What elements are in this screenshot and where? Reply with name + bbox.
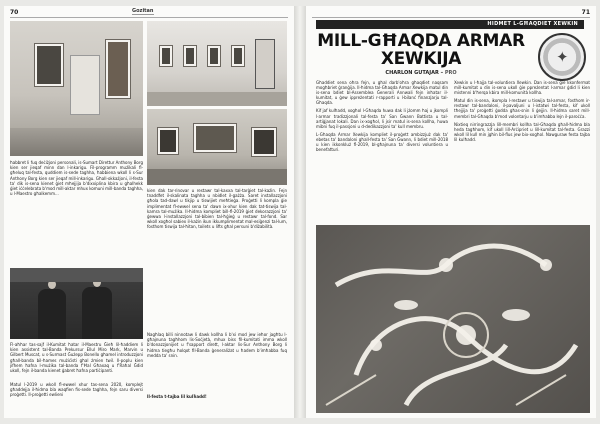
photo-corridor-paintings [10, 21, 143, 156]
photo-decorative-artwork [316, 225, 590, 413]
sign-off: Il-festa t-tajba lil kulħadd! [147, 394, 207, 399]
page-number: 71 [581, 9, 590, 16]
paragraph: Kif jaf kulħadd, xogħol l-Għaqda huwa dak li jżomm ħaj u jkompli l-armar tradizzjonali tal-festa ta' San Ġwann Battista u tal-artiġjanat lokali. Dan ix-xogħol, li jsir matul is-sena kollha, huwa mibni fuq il-passjoni u d-dedikazzjoni ta' kull membru. [316, 108, 448, 129]
paragraph: Nixtieq nirringrazzja lill-membri kollha tal-Għaqda għall-ħidma bla heda tagħhom, kif ukoll lill-Arċipriet u lill-kumitat tal-festa. Grazzi wkoll lil kull min jgħin bil-flus jew bix-xogħol. Nawguraw festa tajba lil kulħadd. [454, 121, 590, 142]
photo-two-men [10, 268, 143, 339]
association-emblem-icon [538, 33, 586, 81]
left-page [4, 6, 294, 418]
paragraph: L-Għaqda Armar Xewkija kompliet il-proġett ambizzjuż dak ta' ebetas ta' bandaloni għall-festa ta' San Ġwann, li bdiet mill-2018 u kien ikkonkluż fl-2019, bl-għajnuna ta' diversi voluntiera u benefatturi. [316, 131, 448, 153]
right-page [306, 6, 596, 418]
header-rule [10, 17, 288, 18]
page-gutter [294, 6, 306, 418]
article-text-bottom: Matul l-2019 u wkoll fl-ewwel xhur tas-sena 2020, komplejt għaddejja il-ħidma bla waqfien fis-sede taghha, fejn saru diversi proġetti. Il-proġetti ewlieni [10, 382, 143, 398]
article-col2 [454, 80, 590, 222]
paragraph: Matul din is-sena, ikompla l-restawr u tiswija tal-armar, fosthom ir-restawr tal-bandaloni, il-pavaljuni u l-istatwi tal-festa, kif ukoll tħejjija ta' proġetti ġodda għas-snin li ġejjin. Il-ħidma saret mill-membri tal-Għaqda b'mod volontarju u b'imħabba lejn il-paroċċa. [454, 98, 590, 119]
photo-caption: Fl-aħħar tas-sajf il-Kumitat ħatar il-Maestru Ġieħ lil-ħaddiem li kien assistent tal-Banda Prekursur Ellul Miro Mark, Marvin u Gilbert Muscat, u s-Surmast Ġużepp Bonello għamel introduzzjoni għall-banda bil-ħames mużiċisti għal żmien twil. Il-poplu kien jifhem ħafna l-mużika tal-banda f'Ħal Għaxaq u f'Raħal Ġdid ukoll, fejn il-banda kienet ġabret ħafna partiċipanti. [10, 342, 143, 374]
paragraph: Għaddiet sena oħra fejn, u għal darb'oħra għaqdiet naqsam mogħbriet ġranġija. Il-ħidma tal-Għaqda Armar Xewkija matul din is-sena bdiet bl-Assemblea Ġenerali Annwali fejn inħatar il-kumitat, u ġew ippreżentati r-rapporti u l-bilanċ finanzjarju tal-Għaqda. [316, 80, 448, 106]
article-text-col2-closing: Nagħlaq billi ninnotaw li dawk kollha li b'xi mod jew ieħor jagħtu l-għajnuna tagħhom lis-Soċjetà, mhux biss fil-kumitati imma wkoll b'donazzjonijiet u f'sapport dirett, l-aktar lis-Sur Anthony Borg li ħidma tiegħu ħolqot fil-Banda ġeneraliżat u ħadem b'imħabba fuq medda ta' snin. [147, 332, 287, 358]
section-header: HIDMET L-GĦAQDIET XEWKIN [316, 20, 584, 29]
author-name: CHARLON GUTAJAR [385, 70, 439, 76]
article-text-col2: kien dak tar-rinovar u restawr tal-kaxxa tal-tarġiet tal-każin. Fejn tnaddfet il-skalinata taghha u nbidlet il-gażża. Saret installazzjoni għola tad-dawl u tikjip u tiswijiet meħtieġa. Proġetti li kompla ġie implimentat fl-ewwel sena ta' dawn ix-xhur kien dak tat-tiswija tal-kamra tal-mużika. Il-ħidma kompliet bill-fl-2019 ġiet dekorazzjoni ta' ġewwa l-installazzjoni tal-bibien tal-ħġieġ u restawr tal-fond. Sar wkoll xogħol sabiex il-każin ikun ikkumplimentat mal-esiġenzi tal-lum, fosthom tiswija tal-ħitan, toilets u lifts għal persuni b'diżabilità. [147, 188, 287, 230]
header-rule [312, 17, 590, 18]
ornament-pattern-icon [316, 225, 590, 413]
article-text-col1: ħabbret li fuq deċiżjoni personali, is-Sumart Direttur Anthony Borg kien ser jieqaf minn dan l-inkarigu. Fil-programm mużikali fl-għeluq tal-festa, quddiem is-sede taghha, ħabbiena wkoll li s-Sur Anthony Borg kien ser jieqaf mill-inkarigu. Għall-okkażjoni, il-festa ta' dik is-sena kienet ġiet mħejjija b'dixxiplina kbira u għalhekk ġiet iċċelebrata b'mod mill-aktar mhux komuni mill-banda taghha, u l-Maestro għalkemm... [10, 160, 143, 197]
author-role: PRO [444, 70, 457, 76]
article-title: MILL-GĦAQDA ARMAR XEWKIJA [317, 31, 525, 69]
magazine-logo: Gozitan [132, 8, 154, 14]
paragraph: Xewkin u l-ħajja tal-voluntiera Xewkin. Dan is-sena ġie kkonfermat mill-kumitat u din is-sena ukoll ġie ppreżentat l-armar ġdid li kien mistenni b'ħerqa kbira mill-komunità kollha. [454, 80, 590, 96]
photo-room-display [147, 109, 287, 185]
byline: CHARLON GUTAJAR – PRO [385, 70, 457, 76]
photo-hall-frames [147, 21, 287, 106]
page-number: 70 [10, 9, 19, 16]
article-col1 [316, 80, 448, 222]
